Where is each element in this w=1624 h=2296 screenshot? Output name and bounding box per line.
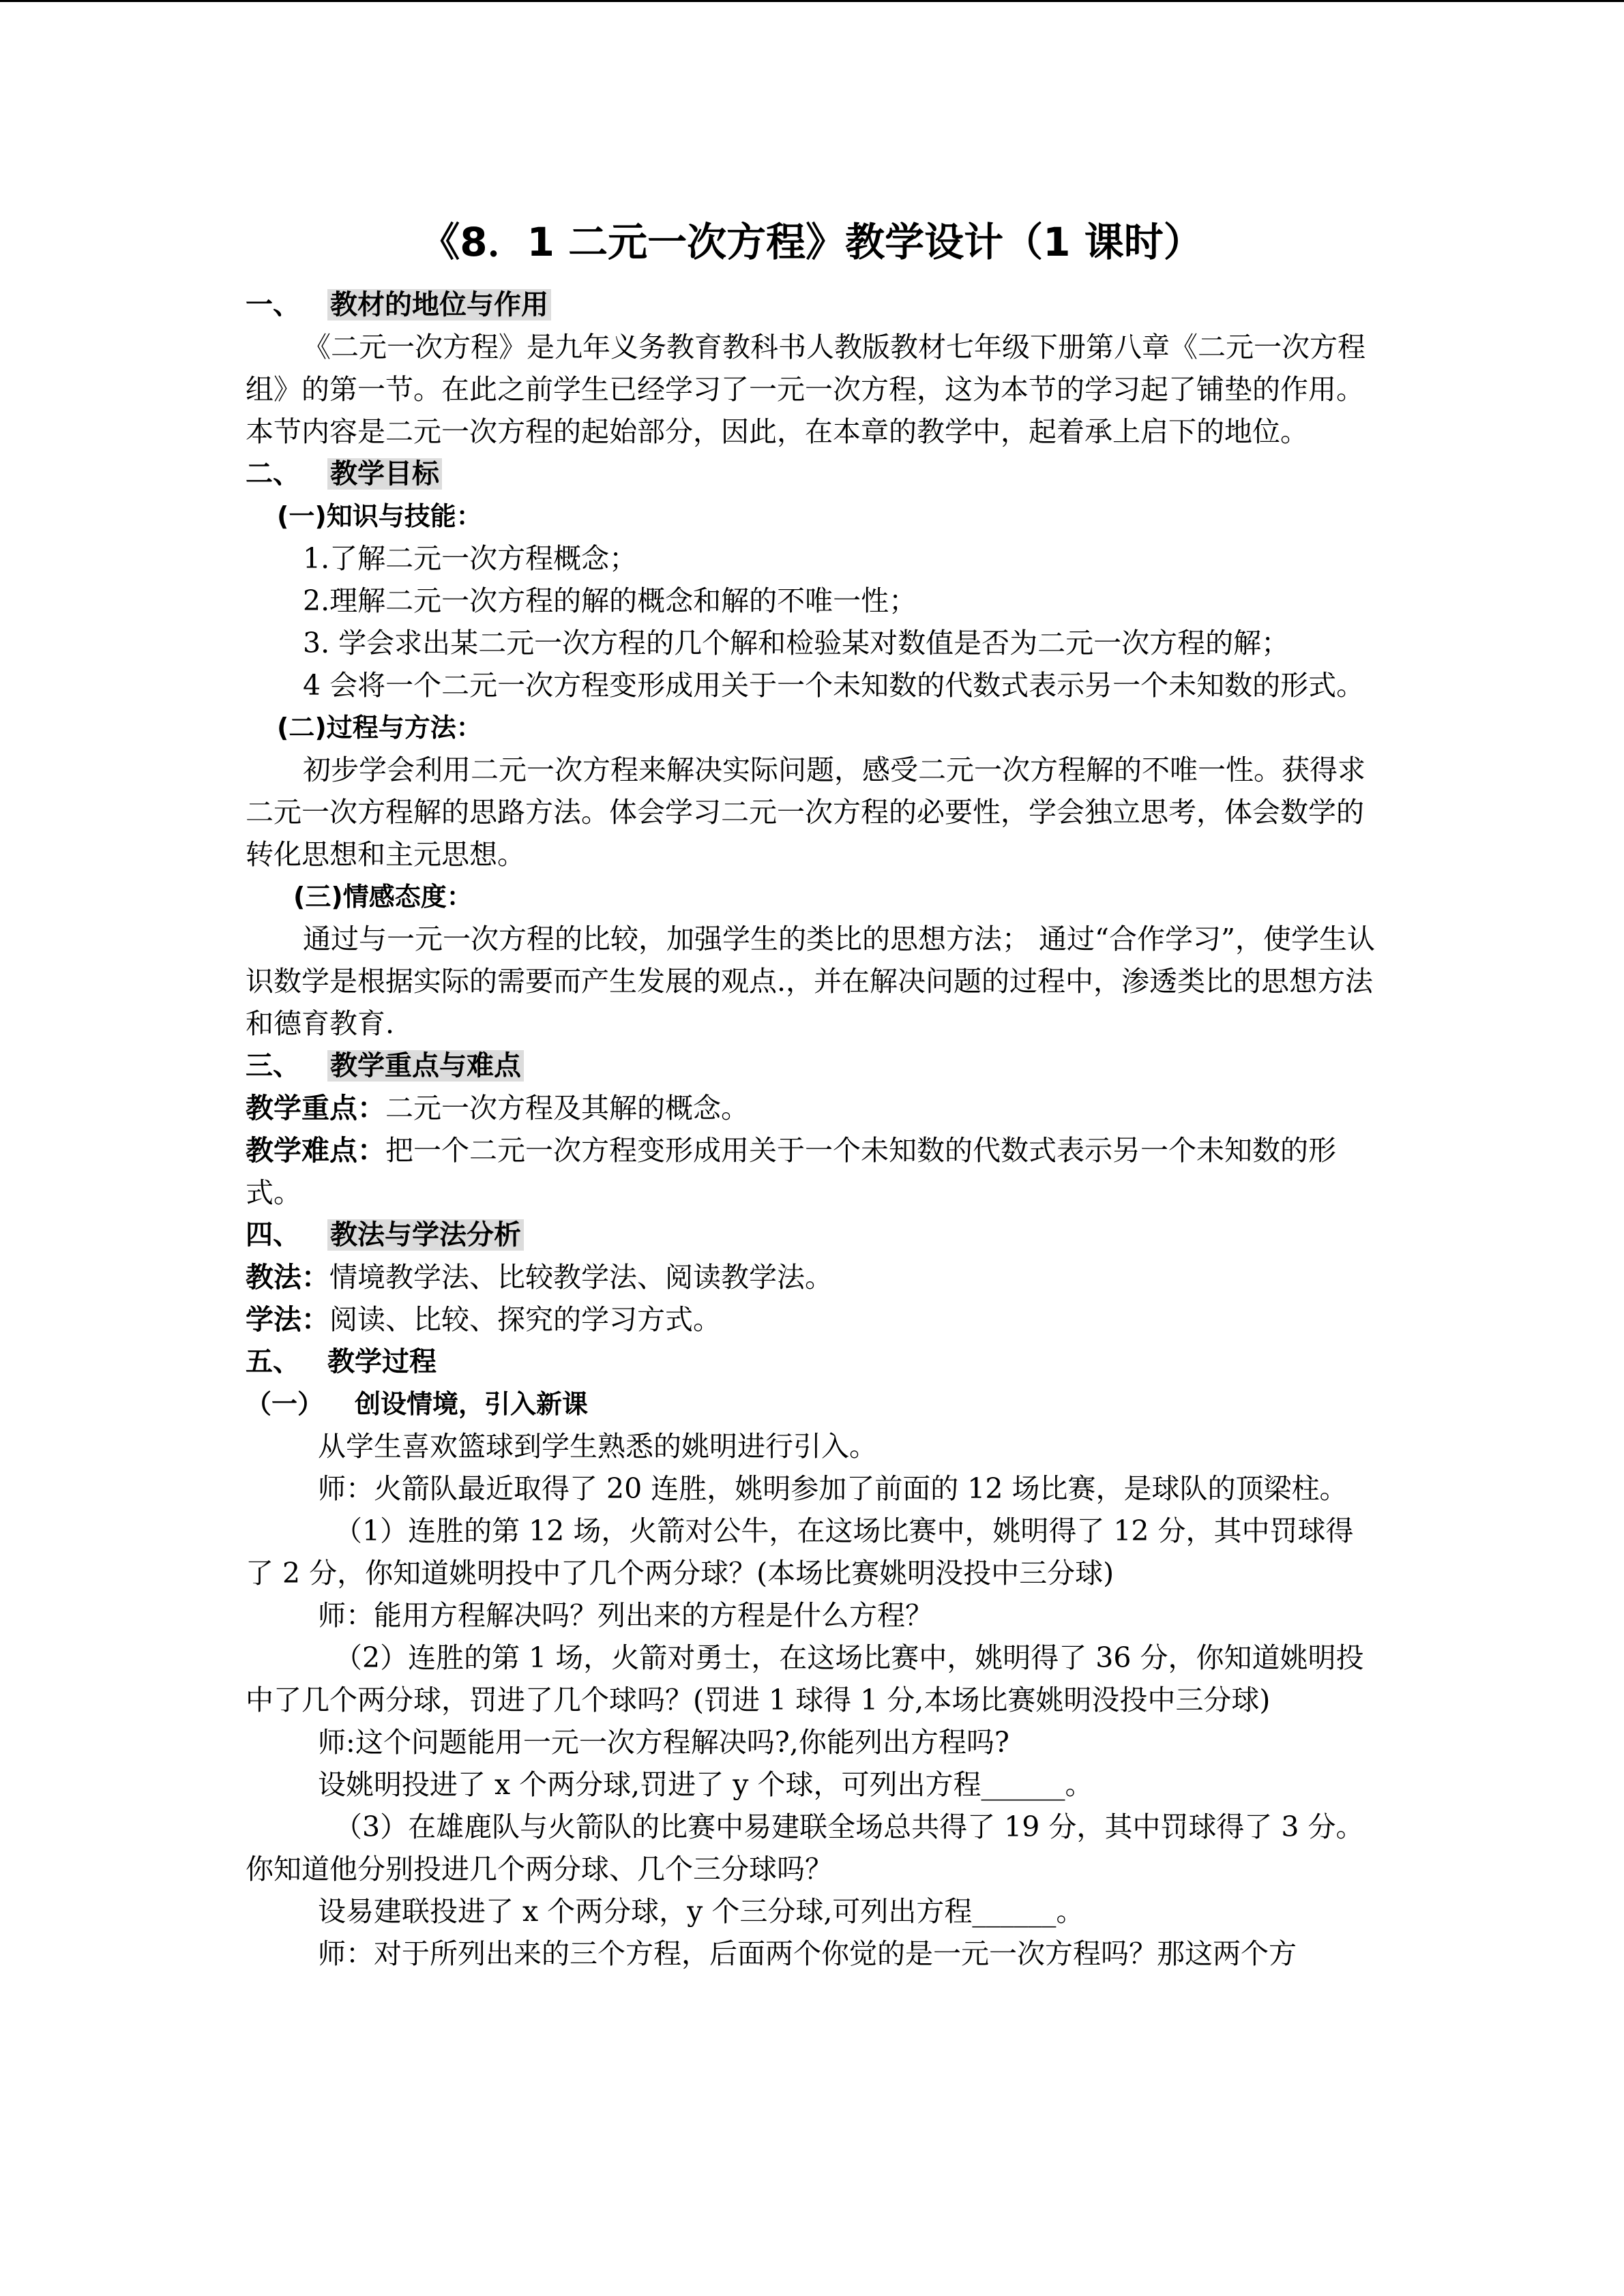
difficult-point-label: 教学难点： [246,1134,385,1167]
section-title: 教学重点与难点 [327,1050,524,1082]
section-heading-3 [246,1045,1378,1087]
subheading-emotion: (三)情感态度： [293,882,473,912]
section-heading-1 [246,284,1378,326]
subheading-process: (二)过程与方法： [277,713,482,743]
section-number: 三、 [246,1050,300,1082]
paragraph-process: 初步学会利用二元一次方程来解决实际问题，感受二元一次方程解的不唯一性。获得求二元一次方程解的思路方法。体会学习二元一次方程的必要性，学会独立思考，体会数学的转化思想和主元思想。 [246,754,1365,871]
difficult-point [246,1129,1378,1214]
section-title: 教材的地位与作用 [327,289,551,320]
list-item: 3. 学会求出某二元一次方程的几个解和检验某对数值是否为二元一次方程的解； [303,627,1290,659]
learning-method-text: 阅读、比较、探究的学习方式。 [329,1303,721,1336]
process-line: （2）连胜的第 1 场，火箭对勇士，在这场比赛中，姚明得了 36 分，你知道姚明投中了几个两分球，罚进了几个球吗？(罚进 1 球得 1 分,本场比赛姚明没投中三分球) [246,1641,1364,1716]
difficult-point-text: 把一个二元一次方程变形成用关于一个未知数的代数式表示另一个未知数的形式。 [246,1134,1336,1209]
process-line: 师：能用方程解决吗？列出来的方程是什么方程？ [318,1599,933,1632]
teaching-method-label: 教法： [246,1261,329,1294]
subheading-number: （一） [246,1389,324,1419]
process-line: 从学生喜欢篮球到学生熟悉的姚明进行引入。 [318,1430,877,1463]
section-number: 五、 [246,1346,300,1377]
learning-method-label: 学法： [246,1303,329,1336]
top-border [0,0,1624,2]
paragraph-textbook-role: 《二元一次方程》是九年义务教育教科书人教版教材七年级下册第八章《二元一次方程组》的第一节。在此之前学生已经学习了一元一次方程，这为本节的学习起了铺垫的作用。本节内容是二元一次方程的起始部分，因此，在本章的教学中，起着承上启下的地位。 [246,331,1365,448]
subheading-scenario [246,1383,1378,1425]
learning-method [246,1298,1378,1341]
section-heading-2 [246,453,1378,495]
section-heading-4 [246,1214,1378,1256]
process-line: （3）在雄鹿队与火箭队的比赛中易建联全场总共得了 19 分，其中罚球得了 3 分。你知道他分别投进几个两分球、几个三分球吗？ [246,1810,1364,1885]
key-point-label: 教学重点： [246,1092,385,1124]
process-line: 设姚明投进了 x 个两分球,罚进了 y 个球，可列出方程______。 [318,1768,1093,1801]
section-number: 四、 [246,1219,300,1251]
process-line: 师：对于所列出来的三个方程，后面两个你觉的是一元一次方程吗？那这两个方 [318,1937,1297,1970]
key-point [246,1087,1378,1129]
process-line: 师：火箭队最近取得了 20 连胜，姚明参加了前面的 12 场比赛，是球队的顶梁柱。 [318,1472,1348,1505]
document-page [246,205,1378,1975]
section-title: 教法与学法分析 [327,1219,524,1251]
process-line: 师:这个问题能用一元一次方程解决吗?,你能列出方程吗? [318,1726,1009,1759]
section-title: 教学过程 [327,1346,437,1377]
key-point-text: 二元一次方程及其解的概念。 [385,1092,749,1124]
process-line: 设易建联投进了 x 个两分球，y 个三分球,可列出方程______。 [318,1895,1084,1928]
subheading-knowledge: (一)知识与技能： [277,501,482,531]
subheading-title: 创设情境，引入新课 [355,1389,589,1419]
teaching-method [246,1256,1378,1298]
paragraph-emotion: 通过与一元一次方程的比较，加强学生的类比的思想方法； 通过“合作学习”，使学生认识数学是根据实际的需要而产生发展的观点.，并在解决问题的过程中，渗透类比的思想方法和德育教育. [246,923,1375,1040]
section-number: 一、 [246,289,300,320]
list-item: 1.了解二元一次方程概念； [303,542,638,575]
section-heading-5 [246,1341,1378,1383]
list-item: 4 会将一个二元一次方程变形成用关于一个未知数的代数式表示另一个未知数的形式。 [303,669,1365,702]
teaching-method-text: 情境教学法、比较教学法、阅读教学法。 [329,1261,833,1294]
process-line: （1）连胜的第 12 场，火箭对公牛，在这场比赛中，姚明得了 12 分，其中罚球得了 2 分，你知道姚明投中了几个两分球？(本场比赛姚明没投中三分球) [246,1515,1354,1590]
section-title: 教学目标 [327,458,442,490]
list-item: 2.理解二元一次方程的解的概念和解的不唯一性； [303,584,917,617]
page-title: 《8．1 二元一次方程》教学设计（1 课时） [420,219,1203,265]
section-number: 二、 [246,458,300,490]
